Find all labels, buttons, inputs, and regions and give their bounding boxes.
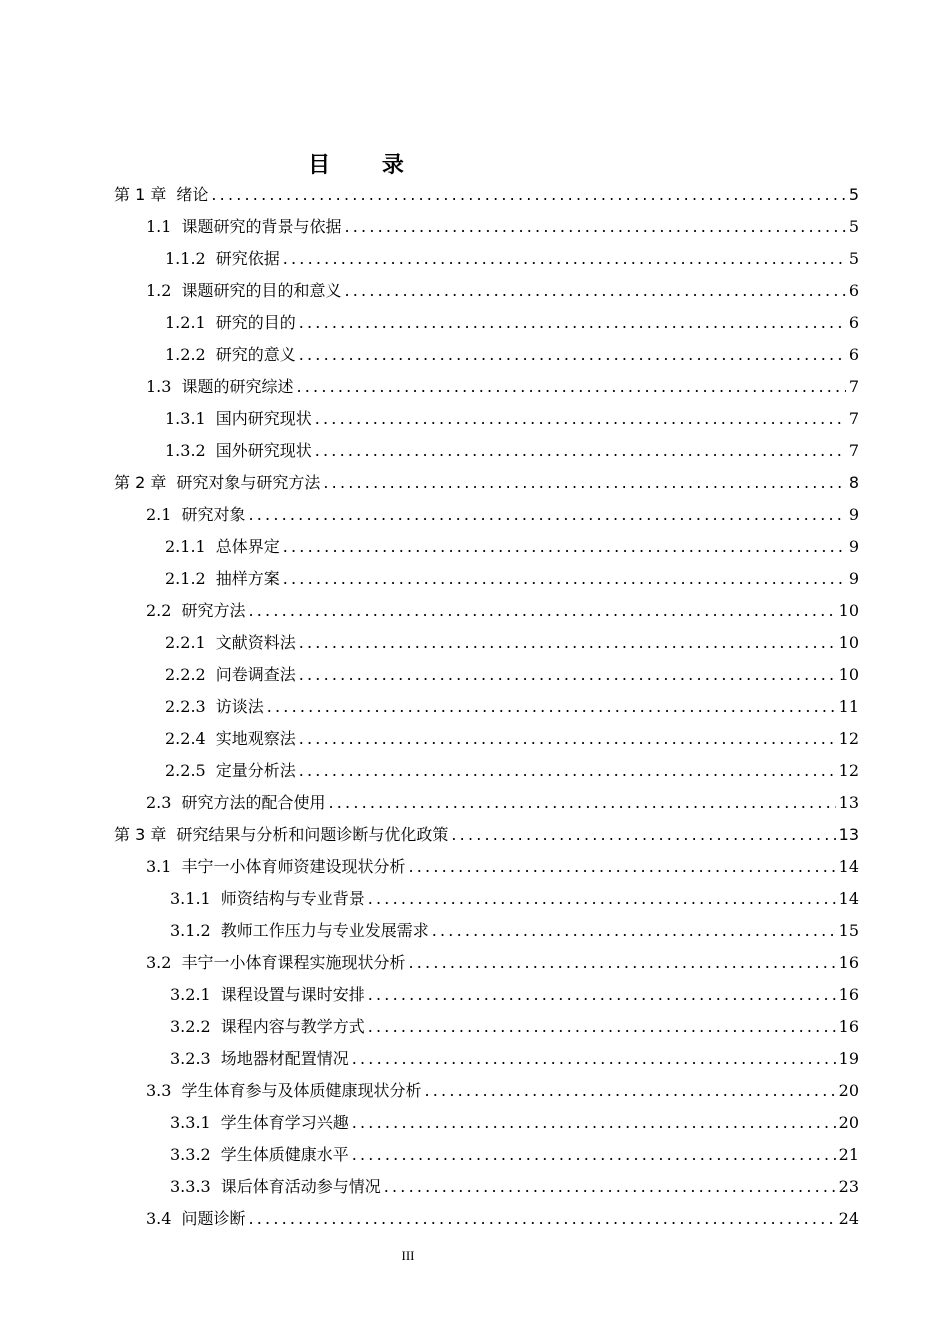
toc-entry-text: 访谈法 (215, 697, 264, 716)
toc-entry-text: 师资结构与专业背景 (220, 889, 365, 908)
toc-chapter-entry[interactable] (114, 180, 859, 210)
toc-leader-dots (283, 244, 846, 274)
toc-entry-number: 2.2 (146, 601, 172, 620)
toc-entry-label (165, 724, 296, 754)
toc-entry-text: 研究的意义 (215, 345, 296, 364)
toc-entry-text: 课题的研究综述 (181, 377, 294, 396)
toc-page-number: 13 (838, 793, 859, 812)
toc-entry-text: 研究方法的配合使用 (181, 793, 326, 812)
toc-section-entry[interactable] (146, 500, 859, 530)
toc-entry-number: 1.3.2 (165, 441, 206, 460)
toc-entry-number: 3.2 (146, 953, 172, 972)
toc-entry-number: 1.3.1 (165, 409, 206, 428)
toc-entry-number: 3.3 (146, 1081, 172, 1100)
toc-entry-text: 研究依据 (215, 249, 280, 268)
toc-entry-label (170, 1044, 349, 1074)
toc-chapter-entry[interactable] (114, 820, 859, 850)
toc-page-number: 5 (848, 185, 859, 204)
toc-chapter-entry[interactable] (114, 468, 859, 498)
toc-leader-dots (248, 596, 835, 626)
toc-entry-number: 3.2.1 (170, 985, 211, 1004)
toc-entry-number: 1.1.2 (165, 249, 206, 268)
toc-entry-label (114, 820, 448, 850)
toc-entry-number: 2.2.2 (165, 665, 206, 684)
toc-entry-number: 3.3.2 (170, 1145, 211, 1164)
toc-entry-text: 课程内容与教学方式 (220, 1017, 365, 1036)
toc-page-number: 10 (838, 601, 859, 620)
toc-page-number: 14 (838, 889, 859, 908)
toc-entry-text: 丰宁一小体育师资建设现状分析 (181, 857, 406, 876)
toc-entry-number: 2.1.1 (165, 537, 206, 556)
toc-leader-dots (368, 980, 836, 1010)
toc-subsection-entry[interactable] (165, 564, 859, 594)
toc-leader-dots (211, 180, 845, 210)
toc-section-entry[interactable] (146, 948, 859, 978)
toc-leader-dots (451, 820, 835, 850)
toc-entry-label (170, 916, 429, 946)
toc-entry-label (146, 1076, 421, 1106)
toc-subsection-entry[interactable] (165, 756, 859, 786)
toc-subsection-entry[interactable] (170, 916, 859, 946)
toc-page-number: 14 (838, 857, 859, 876)
toc-entry-text: 问题诊断 (181, 1209, 246, 1228)
toc-page-number: 21 (838, 1145, 859, 1164)
toc-entry-text: 课后体育活动参与情况 (220, 1177, 381, 1196)
toc-entry-text: 课题研究的目的和意义 (181, 281, 342, 300)
toc-entry-text: 研究对象 (181, 505, 246, 524)
toc-page-number: 7 (848, 409, 859, 428)
toc-page-number: 16 (838, 953, 859, 972)
toc-entry-text: 研究对象与研究方法 (176, 473, 321, 492)
toc-section-entry[interactable] (146, 372, 859, 402)
toc-page-number: 15 (838, 921, 859, 940)
toc-leader-dots (315, 404, 846, 434)
toc-entry-label (170, 1140, 349, 1170)
toc-entry-label (170, 980, 365, 1010)
toc-leader-dots (267, 692, 836, 722)
toc-entry-text: 研究结果与分析和问题诊断与优化政策 (176, 825, 449, 844)
toc-entry-label (165, 532, 280, 562)
toc-entry-number: 1.3 (146, 377, 172, 396)
toc-entry-text: 实地观察法 (215, 729, 296, 748)
toc-page-number: 7 (848, 377, 859, 396)
toc-entry-number: 3.1 (146, 857, 172, 876)
toc-page-number: 7 (848, 441, 859, 460)
toc-entry-text: 场地器材配置情况 (220, 1049, 349, 1068)
toc-entry-number: 2.2.3 (165, 697, 206, 716)
toc-page-number: 16 (838, 1017, 859, 1036)
toc-entry-number: 2.3 (146, 793, 172, 812)
toc-leader-dots (352, 1108, 836, 1138)
toc-entry-label (170, 1108, 349, 1138)
toc-subsection-entry[interactable] (170, 884, 859, 914)
toc-entry-number: 2.2.4 (165, 729, 206, 748)
toc-entry-label (146, 788, 325, 818)
toc-entry-label (146, 1204, 245, 1234)
toc-subsection-entry[interactable] (165, 436, 859, 466)
toc-leader-dots (323, 468, 845, 498)
toc-page-number: 10 (838, 665, 859, 684)
toc-leader-dots (296, 372, 845, 402)
toc-section-entry[interactable] (146, 1076, 859, 1106)
toc-entry-label (114, 468, 320, 498)
toc-entry-number: 3.3.1 (170, 1113, 211, 1132)
toc-page-number: 5 (848, 249, 859, 268)
toc-page-number: 19 (838, 1049, 859, 1068)
toc-page-number: 11 (838, 697, 859, 716)
toc-leader-dots (384, 1172, 836, 1202)
toc-entry-label (165, 756, 296, 786)
toc-entry-text: 定量分析法 (215, 761, 296, 780)
toc-entry-number: 第 1 章 (114, 185, 167, 204)
toc-leader-dots (344, 212, 845, 242)
toc-leader-dots (283, 532, 846, 562)
toc-page-number: 13 (838, 825, 859, 844)
toc-subsection-entry[interactable] (170, 980, 859, 1010)
toc-section-entry[interactable] (146, 212, 859, 242)
toc-leader-dots (299, 660, 836, 690)
toc-leader-dots (283, 564, 846, 594)
toc-page-number: 16 (838, 985, 859, 1004)
toc-subsection-entry[interactable] (165, 404, 859, 434)
toc-subsection-entry[interactable] (170, 1012, 859, 1042)
toc-entry-text: 课程设置与课时安排 (220, 985, 365, 1004)
toc-entry-number: 1.1 (146, 217, 172, 236)
toc-leader-dots (352, 1140, 836, 1170)
toc-entry-text: 丰宁一小体育课程实施现状分析 (181, 953, 406, 972)
toc-subsection-entry[interactable] (165, 340, 859, 370)
toc-entry-label (170, 884, 365, 914)
toc-entry-number: 3.4 (146, 1209, 172, 1228)
toc-entry-number: 1.2.2 (165, 345, 206, 364)
page-footer-number: III (401, 1248, 415, 1263)
toc-entry-label (165, 692, 264, 722)
toc-page-number: 8 (848, 473, 859, 492)
toc-entry-number: 3.3.3 (170, 1177, 211, 1196)
toc-subsection-entry[interactable] (170, 1140, 859, 1170)
toc-entry-number: 2.1 (146, 505, 172, 524)
toc-leader-dots (368, 1012, 836, 1042)
toc-entry-label (165, 404, 312, 434)
toc-leader-dots (344, 276, 845, 306)
toc-entry-label (146, 948, 405, 978)
toc-entry-text: 国内研究现状 (215, 409, 312, 428)
toc-entry-number: 第 2 章 (114, 473, 167, 492)
toc-entry-label (146, 596, 245, 626)
toc-entry-text: 问卷调查法 (215, 665, 296, 684)
toc-entry-text: 研究的目的 (215, 313, 296, 332)
toc-entry-text: 抽样方案 (215, 569, 280, 588)
toc-entry-label (170, 1172, 381, 1202)
toc-page-number: 6 (848, 281, 859, 300)
toc-entry-label (146, 372, 293, 402)
toc-title: 目 录 (308, 153, 426, 178)
toc-entry-number: 第 3 章 (114, 825, 167, 844)
toc-section-entry[interactable] (146, 852, 859, 882)
toc-entry-text: 教师工作压力与专业发展需求 (220, 921, 429, 940)
toc-subsection-entry[interactable] (165, 308, 859, 338)
toc-page-number: 9 (848, 537, 859, 556)
toc-entry-number: 2.2.1 (165, 633, 206, 652)
toc-entry-text: 课题研究的背景与依据 (181, 217, 342, 236)
toc-entry-label (170, 1012, 365, 1042)
toc-subsection-entry[interactable] (165, 724, 859, 754)
toc-page-number: 9 (848, 505, 859, 524)
toc-leader-dots (248, 500, 845, 530)
toc-leader-dots (408, 948, 835, 978)
toc-entry-number: 2.1.2 (165, 569, 206, 588)
toc-leader-dots (299, 756, 836, 786)
toc-entry-text: 文献资料法 (215, 633, 296, 652)
toc-leader-dots (315, 436, 846, 466)
toc-leader-dots (248, 1204, 835, 1234)
toc-leader-dots (368, 884, 836, 914)
toc-subsection-entry[interactable] (170, 1044, 859, 1074)
toc-section-entry[interactable] (146, 276, 859, 306)
toc-entry-label (146, 500, 245, 530)
toc-entry-number: 3.2.2 (170, 1017, 211, 1036)
toc-entry-label (165, 436, 312, 466)
toc-entry-label (146, 852, 405, 882)
toc-entry-label (165, 308, 296, 338)
toc-page-number: 20 (838, 1081, 859, 1100)
toc-leader-dots (352, 1044, 836, 1074)
toc-entry-number: 1.2.1 (165, 313, 206, 332)
toc-page-number: 6 (848, 313, 859, 332)
toc-entry-text: 总体界定 (215, 537, 280, 556)
toc-entry-label (165, 660, 296, 690)
toc-page-number: 10 (838, 633, 859, 652)
toc-leader-dots (299, 308, 846, 338)
toc-section-entry[interactable] (146, 1204, 859, 1234)
toc-entry-number: 1.2 (146, 281, 172, 300)
toc-entry-text: 国外研究现状 (215, 441, 312, 460)
toc-subsection-entry[interactable] (165, 532, 859, 562)
toc-leader-dots (328, 788, 835, 818)
toc-entry-text: 绪论 (176, 185, 209, 204)
toc-leader-dots (299, 628, 836, 658)
toc-page-number: 5 (848, 217, 859, 236)
toc-entry-label (114, 180, 208, 210)
toc-section-entry[interactable] (146, 788, 859, 818)
toc-page-number: 12 (838, 761, 859, 780)
toc-entry-number: 3.2.3 (170, 1049, 211, 1068)
toc-entry-label (165, 628, 296, 658)
toc-page-number: 20 (838, 1113, 859, 1132)
toc-subsection-entry[interactable] (165, 244, 859, 274)
toc-page-number: 23 (838, 1177, 859, 1196)
toc-entry-text: 研究方法 (181, 601, 246, 620)
toc-leader-dots (432, 916, 836, 946)
toc-leader-dots (299, 724, 836, 754)
toc-entry-label (165, 564, 280, 594)
toc-subsection-entry[interactable] (165, 660, 859, 690)
toc-subsection-entry[interactable] (170, 1108, 859, 1138)
toc-subsection-entry[interactable] (170, 1172, 859, 1202)
toc-page-number: 6 (848, 345, 859, 364)
toc-subsection-entry[interactable] (165, 692, 859, 722)
toc-entry-number: 2.2.5 (165, 761, 206, 780)
toc-entry-label (146, 212, 341, 242)
toc-entry-text: 学生体育学习兴趣 (220, 1113, 349, 1132)
toc-entry-label (165, 340, 296, 370)
toc-leader-dots (408, 852, 835, 882)
toc-page-number: 12 (838, 729, 859, 748)
toc-entry-label (165, 244, 280, 274)
toc-subsection-entry[interactable] (165, 628, 859, 658)
toc-entry-text: 学生体质健康水平 (220, 1145, 349, 1164)
toc-entry-number: 3.1.2 (170, 921, 211, 940)
toc-entry-text: 学生体育参与及体质健康现状分析 (181, 1081, 422, 1100)
toc-entry-label (146, 276, 341, 306)
toc-page-number: 24 (838, 1209, 859, 1228)
toc-entry-number: 3.1.1 (170, 889, 211, 908)
toc-leader-dots (299, 340, 846, 370)
toc-leader-dots (424, 1076, 835, 1106)
toc-page-number: 9 (848, 569, 859, 588)
toc-section-entry[interactable] (146, 596, 859, 626)
